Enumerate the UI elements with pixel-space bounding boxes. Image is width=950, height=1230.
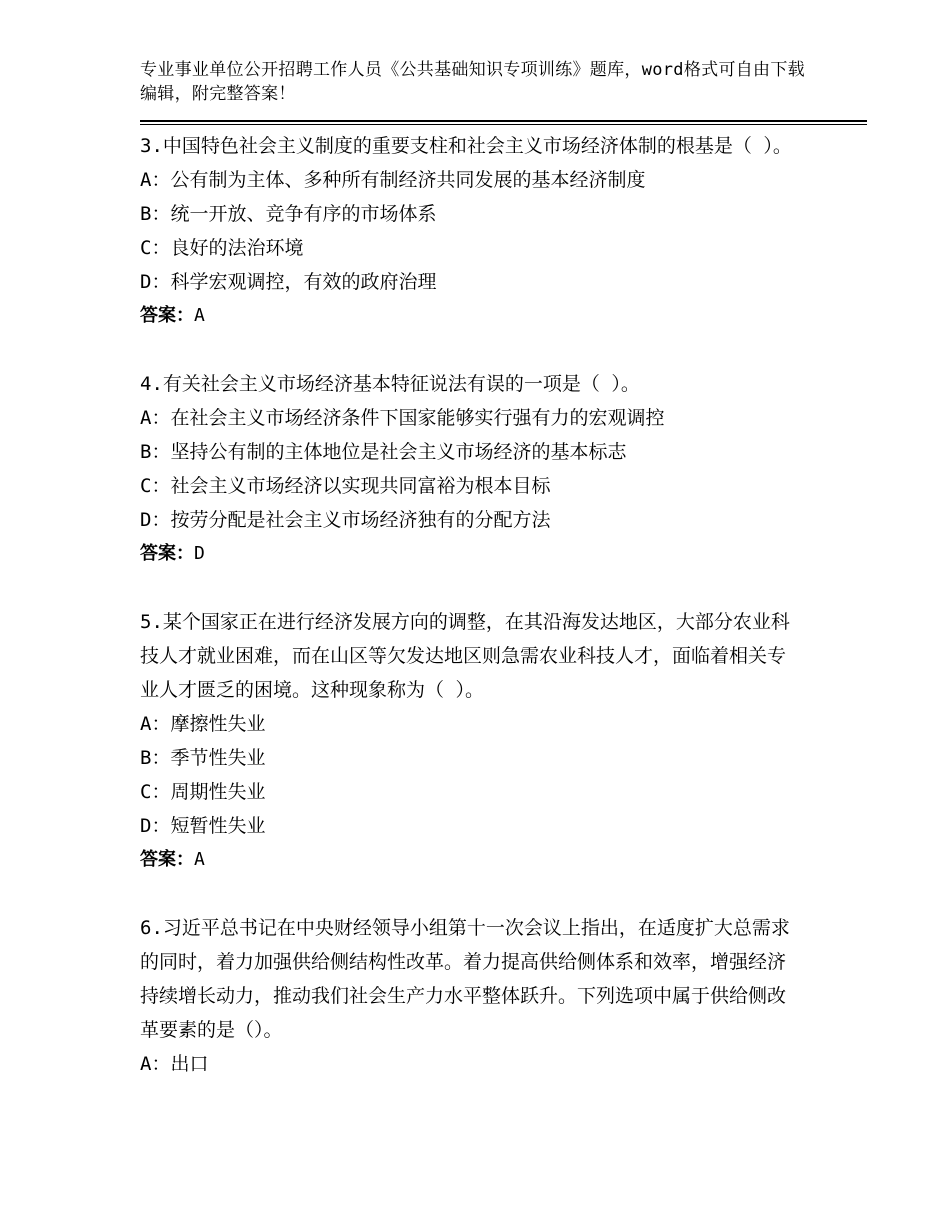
question-3 <box>140 129 800 333</box>
question-stem: 5.某个国家正在进行经济发展方向的调整，在其沿海发达地区，大部分农业科技人才就业困难，而在山区等欠发达地区则急需农业科技人才，面临着相关专业人才匮乏的困境。这种现象称为（ ）。 <box>140 611 790 701</box>
option-c: C：社会主义市场经济以实现共同富裕为根本目标 <box>140 475 551 497</box>
option-b: B：季节性失业 <box>140 747 266 769</box>
answer-line <box>140 537 800 571</box>
option-d: D：按劳分配是社会主义市场经济独有的分配方法 <box>140 509 551 531</box>
question-stem: 6.习近平总书记在中央财经领导小组第十一次会议上指出，在适度扩大总需求的同时，着力加强供给侧结构性改革。着力提高供给侧体系和效率，增强经济持续增长动力，推动我们社会生产力水平整体跃升。下列选项中属于供给侧改革要素的是（）。 <box>140 917 790 1041</box>
question-list <box>140 129 800 1115</box>
question-5 <box>140 605 800 877</box>
answer-value: A <box>194 849 205 870</box>
option-d: D：科学宏观调控，有效的政府治理 <box>140 271 437 293</box>
option-b: B：坚持公有制的主体地位是社会主义市场经济的基本标志 <box>140 441 627 463</box>
option-d: D：短暂性失业 <box>140 815 266 837</box>
answer-label: 答案： <box>140 849 194 870</box>
option-b: B：统一开放、竞争有序的市场体系 <box>140 203 437 225</box>
answer-line <box>140 843 800 877</box>
question-stem: 4.有关社会主义市场经济基本特征说法有误的一项是（ ）。 <box>140 373 640 395</box>
question-stem: 3.中国特色社会主义制度的重要支柱和社会主义市场经济体制的根基是（ ）。 <box>140 135 792 157</box>
answer-label: 答案： <box>140 305 194 326</box>
option-c: C：良好的法治环境 <box>140 237 304 259</box>
option-a: A：在社会主义市场经济条件下国家能够实行强有力的宏观调控 <box>140 407 665 429</box>
question-4 <box>140 367 800 571</box>
answer-label: 答案： <box>140 543 194 564</box>
page-header: 专业事业单位公开招聘工作人员《公共基础知识专项训练》题库，word格式可自由下载编辑，附完整答案！ <box>140 60 805 104</box>
option-a: A：出口 <box>140 1053 209 1075</box>
answer-line <box>140 299 800 333</box>
answer-value: D <box>194 543 205 564</box>
question-6 <box>140 911 800 1081</box>
option-a: A：公有制为主体、多种所有制经济共同发展的基本经济制度 <box>140 169 646 191</box>
option-a: A：摩擦性失业 <box>140 713 266 735</box>
answer-value: A <box>194 305 205 326</box>
option-c: C：周期性失业 <box>140 781 266 803</box>
header-divider <box>140 120 867 125</box>
